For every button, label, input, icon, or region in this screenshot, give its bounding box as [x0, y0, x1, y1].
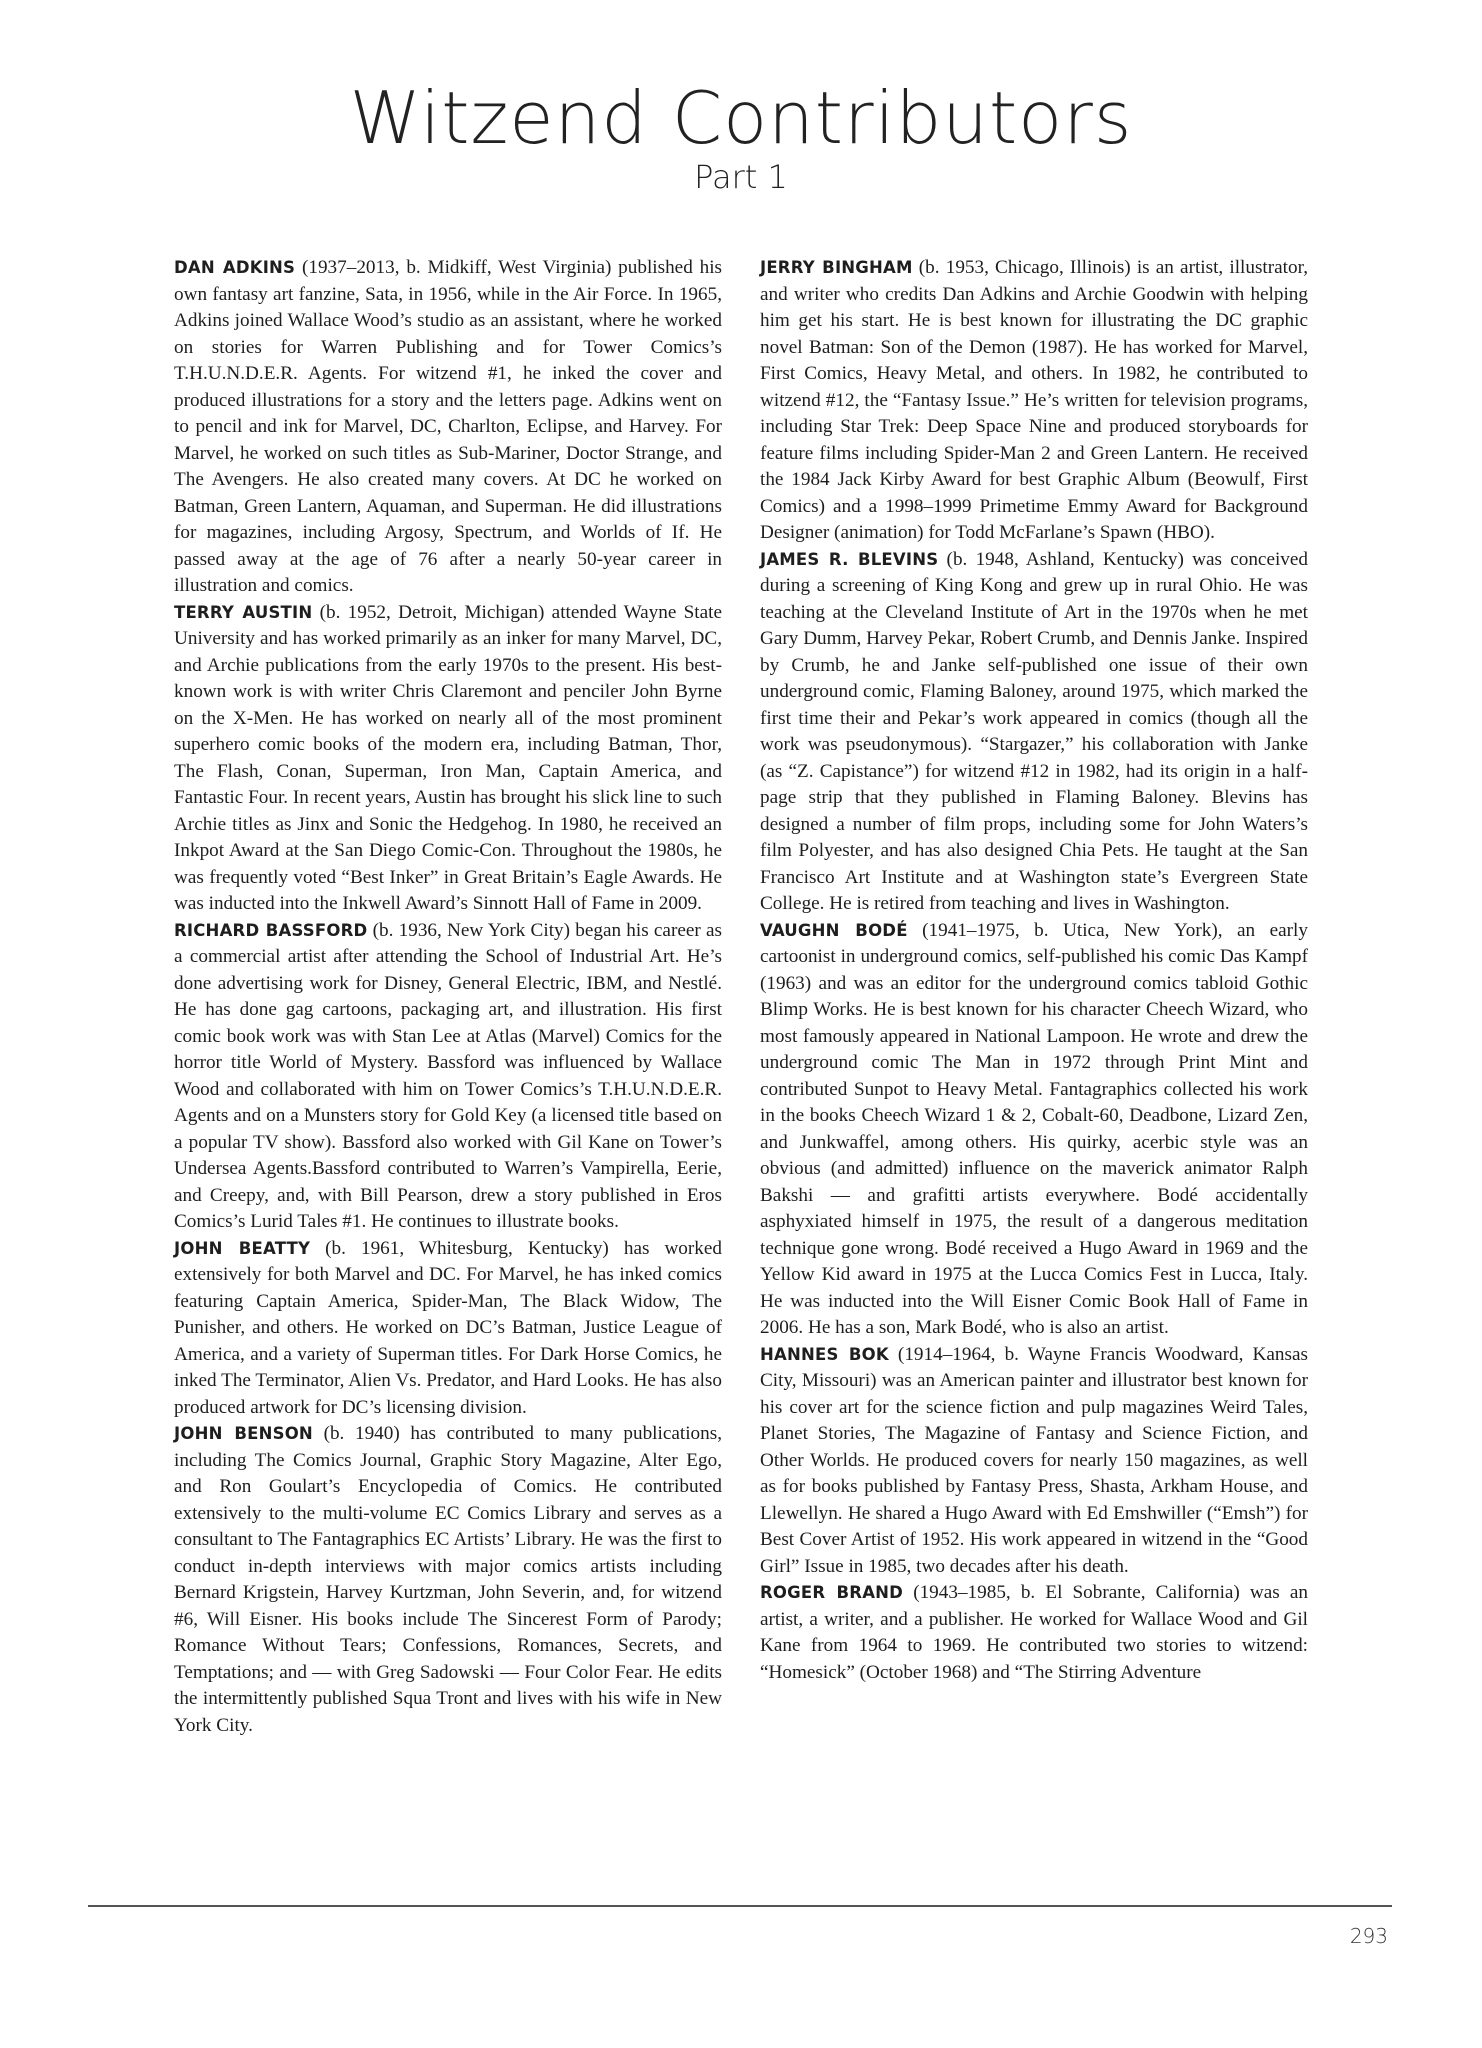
- contributor-bio: (b. 1961, Whitesburg, Kentucky) has worked extensively for both Marvel and DC. For Marvel, he has inked comics featuring Captain America, Spider-Man, The Black Widow, The Punisher, and others. He worked on DC’s Batman, Justice League of America, and a variety of Superman titles. For Dark Horse Comics, he inked The Terminator, Alien Vs. Predator, and Hard Looks. He has also produced artwork for DC’s licensing division.: [174, 1237, 722, 1418]
- contributor-bio: (1941–1975, b. Utica, New York), an early cartoonist in underground comics, self-published his comic Das Kampf (1963) and was an editor for the underground comics tabloid Gothic Blimp Works. He is best known for his character Cheech Wizard, who most famously appeared in National Lampoon. He wrote and drew the underground comic The Man in 1972 through Print Mint and contributed Sunpot to Heavy Metal. Fantagraphics collected his work in the books Cheech Wizard 1 & 2, Cobalt-60, Deadbone, Lizard Zen, and Junkwaffel, among others. His quirky, acerbic style was an obvious (and admitted) influence on the maverick animator Ralph Bakshi — and grafitti artists everywhere. Bodé accidentally asphyxiated himself in 1975, the result of a dangerous meditation technique gone wrong. Bodé received a Hugo Award in 1969 and the Yellow Kid award in 1975 at the Lucca Comics Fest in Lucca, Italy. He was inducted into the Will Eisner Comic Book Hall of Fame in 2006. He has a son, Mark Bodé, who is also an artist.: [760, 919, 1308, 1338]
- contributor-entry: [174, 1421, 722, 1739]
- contributor-name: DAN ADKINS: [174, 258, 296, 277]
- contributor-entry: [760, 918, 1308, 1342]
- contributor-name: ROGER BRAND: [760, 1583, 904, 1602]
- left-column: [174, 255, 722, 1739]
- contributor-bio: (b. 1940) has contributed to many publications, including The Comics Journal, Graphic Story Magazine, Alter Ego, and Ron Goulart’s Encyclopedia of Comics. He contributed extensively to the multi-volume EC Comics Library and serves as a consultant to The Fantagraphics EC Artists’ Library. He was the first to conduct in-depth interviews with major comics artists including Bernard Krigstein, Harvey Kurtzman, John Severin, and, for witzend #6, Will Eisner. His books include The Sincerest Form of Parody; Romance Without Tears; Confessions, Romances, Secrets, and Temptations; and — with Greg Sadowski — Four Color Fear. He edits the intermittently published Squa Tront and lives with his wife in New York City.: [174, 1423, 722, 1736]
- contributor-name: HANNES BOK: [760, 1344, 889, 1364]
- contributor-entry: [760, 1580, 1308, 1686]
- contributor-name: JERRY BINGHAM: [760, 258, 913, 277]
- contributor-name: JOHN BENSON: [174, 1424, 313, 1443]
- contributor-bio: (1937–2013, b. Midkiff, West Virginia) published his own fantasy art fanzine, Sata, in 1956, while in the Air Force. In 1965, Adkins joined Wallace Wood’s studio as an assistant, where he worked on stories for Warren Publishing and for Tower Comics’s T.H.U.N.D.E.R. Agents. For witzend #1, he inked the cover and produced illustrations for a story and the letters page. Adkins went on to pencil and ink for Marvel, DC, Charlton, Eclipse, and Harvey. For Marvel, he worked on such titles as Sub-Mariner, Doctor Strange, and The Avengers. He also created many covers. At DC he worked on Batman, Green Lantern, Aquaman, and Superman. He did illustrations for magazines, including Argosy, Spectrum, and Worlds of If. He passed away at the age of 76 after a nearly 50-year career in illustration and comics.: [174, 257, 723, 596]
- contributor-bio: (b. 1952, Detroit, Michigan) attended Wayne State University and has worked primarily as an inker for many Marvel, DC, and Archie publications from the early 1970s to the present. His best-known work is with writer Chris Claremont and penciler John Byrne on the X-Men. He has worked on nearly all of the most prominent superhero comic books of the modern era, including Batman, Thor, The Flash, Conan, Superman, Iron Man, Captain America, and Fantastic Four. In recent years, Austin has brought his slick line to such Archie titles as Jinx and Sonic the Hedgehog. In 1980, he received an Inkpot Award at the San Diego Comic-Con. Throughout the 1980s, he was frequently voted “Best Inker” in Great Britain’s Eagle Awards. He was inducted into the Inkwell Award’s Sinnott Hall of Fame in 2009.: [174, 601, 723, 914]
- contributor-bio: (1914–1964, b. Wayne Francis Woodward, Kansas City, Missouri) was an American painter and illustrator best known for his cover art for the science fiction and pulp magazines Weird Tales, Planet Stories, The Magazine of Fantasy and Science Fiction, and Other Worlds. He produced covers for nearly 150 magazines, as well as for books published by Fantasy Press, Shasta, Arkham House, and Llewellyn. He shared a Hugo Award with Ed Emshwiller (“Emsh”) for Best Cover Artist of 1952. His work appeared in witzend in the “Good Girl” Issue in 1985, two decades after his death.: [760, 1343, 1308, 1577]
- page-number: 293: [1349, 1924, 1388, 1948]
- contributor-name: JOHN BEATTY: [174, 1238, 311, 1258]
- contributor-entry: [174, 1236, 722, 1422]
- contributor-name: JAMES R. BLEVINS: [760, 549, 939, 569]
- contributor-name: VAUGHN BODÉ: [760, 920, 908, 940]
- contributor-entry: [174, 918, 722, 1236]
- contributor-entry: [760, 255, 1308, 547]
- contributor-entry: [174, 600, 722, 918]
- contributor-entry: [760, 547, 1308, 918]
- page-title: Witzend Contributors: [349, 76, 1133, 160]
- contributor-entry: [174, 255, 722, 600]
- contributor-entry: [760, 1342, 1308, 1581]
- contributor-bio: (b. 1948, Ashland, Kentucky) was conceived during a screening of King Kong and grew up in rural Ohio. He was teaching at the Cleveland Institute of Art in the 1970s when he met Gary Dumm, Harvey Pekar, Robert Crumb, and Dennis Janke. Inspired by Crumb, he and Janke self-published one issue of their own underground comic, Flaming Baloney, around 1975, which marked the first time their and Pekar’s work appeared in comics (though all the work was pseudonymous). “Stargazer,” his collaboration with Janke (as “Z. Capistance”) for witzend #12 in 1982, had its origin in a half-page strip that they published in Flaming Baloney. Blevins has designed a number of film props, including some for John Waters’s film Polyester, and has also designed Chia Pets. He taught at the San Francisco Art Institute and at Washington state’s Evergreen State College. He is retired from teaching and lives in Washington.: [760, 548, 1308, 914]
- contributor-name: RICHARD BASSFORD: [174, 920, 368, 940]
- footer-rule: [88, 1905, 1392, 1907]
- right-column: [760, 255, 1308, 1686]
- contributor-bio: (b. 1936, New York City) began his career as a commercial artist after attending the School of Industrial Art. He’s done advertising work for Disney, General Electric, IBM, and Nestlé. He has done gag cartoons, packaging art, and illustration. His first comic book work was with Stan Lee at Atlas (Marvel) Comics for the horror title World of Mystery. Bassford was influenced by Wallace Wood and collaborated with him on Tower Comics’s T.H.U.N.D.E.R. Agents and on a Munsters story for Gold Key (a licensed title based on a popular TV show). Bassford also worked with Gil Kane on Tower’s Undersea Agents.Bassford contributed to Warren’s Vampirella, Eerie, and Creepy, and, with Bill Pearson, drew a story published in Eros Comics’s Lurid Tales #1. He continues to illustrate books.: [174, 919, 722, 1232]
- contributor-name: TERRY AUSTIN: [174, 602, 313, 622]
- contributor-bio: (b. 1953, Chicago, Illinois) is an artist, illustrator, and writer who credits Dan Adkins and Archie Goodwin with helping him get his start. He is best known for illustrating the DC graphic novel Batman: Son of the Demon (1987). He has worked for Marvel, First Comics, Heavy Metal, and others. In 1982, he contributed to witzend #12, the “Fantasy Issue.” He’s written for television programs, including Star Trek: Deep Space Nine and produced storyboards for feature films including Spider-Man 2 and Green Lantern. He received the 1984 Jack Kirby Award for best Graphic Album (Beowulf, First Comics) and a 1998–1999 Primetime Emmy Award for Background Designer (animation) for Todd McFarlane’s Spawn (HBO).: [760, 257, 1309, 543]
- contributor-bio: (1943–1985, b. El Sobrante, California) was an artist, a writer, and a publisher. He worked for Wallace Wood and Gil Kane from 1964 to 1969. He contributed two stories to witzend: “Homesick” (October 1968) and “The Stirring Adventure: [760, 1582, 1308, 1683]
- page-subtitle: Part 1: [694, 158, 788, 196]
